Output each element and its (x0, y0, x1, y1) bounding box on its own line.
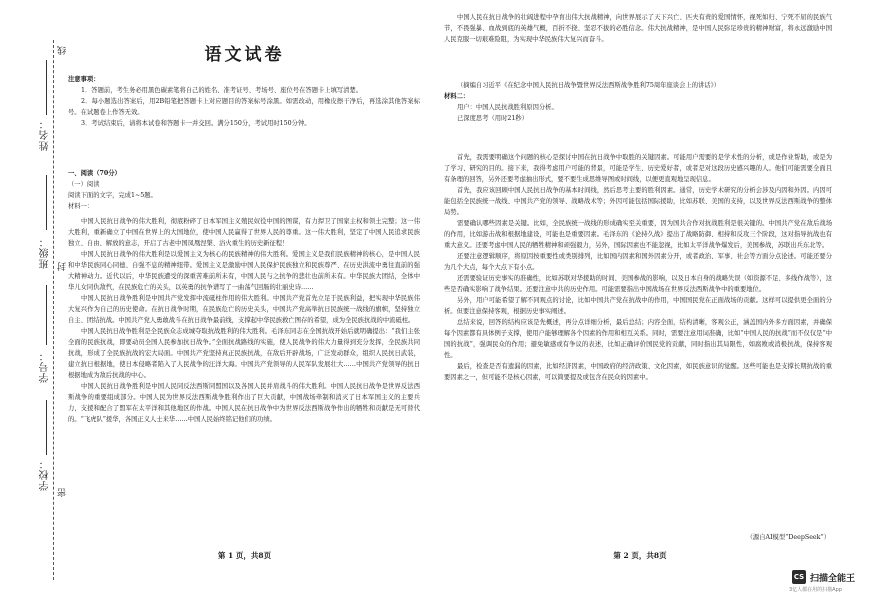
id-blank-line (46, 285, 47, 345)
seal-char-secret: 密 (58, 488, 68, 497)
class-label: 班级： (40, 236, 51, 269)
notes-heading: 注意事项： (68, 76, 100, 83)
paragraph: 最后，检查是否有遗漏的因素，比如经济因素，中国政府的经济政策、文化因素，如民族意识的觉醒。这些可能也是支撑长期抗战的重要因素之一，但可能不是核心因素，可以简要提及或包含在民众的因素中。 (444, 363, 832, 381)
camscanner-logo-icon: CS (792, 570, 806, 584)
sub-heading: （一）阅读 (68, 181, 100, 188)
paragraph: 中国人民抗日战争胜利是中国共产党发挥中流砥柱作用的伟大胜利。中国共产党首先立足于民族利益，把实现中华民族伟大复兴作为自己的历史使命。在抗日战争时期，在民族危亡的历史关头，中国共产党高举抗日民族统一战线的旗帜，坚持独立自主、团结抗战。中国共产党人勇敢战斗在抗日战争最前线，支撑起中华民族救亡图存的希望，成为全民族抗战的中流砥柱。 (68, 295, 420, 324)
page-1-footer: 第 1 页，共8页 (217, 551, 272, 560)
exam-page-1 (62, 0, 427, 614)
paragraph: 另外，用户可能希望了解不同观点的讨论，比如中国共产党在抗战中的作用，中国国民党在正面战场的贡献。这样可以提供更全面的分析。但要注意保持客观，根据历史事实阐述。 (444, 297, 832, 315)
source-citation: （摘编自习近平《在纪念中国人民抗日战争暨世界反法西斯战争胜利75周年座谈会上的讲话》） (457, 82, 721, 89)
exam-title: 语文试卷 (204, 45, 285, 65)
seal-char-line: 线 (58, 46, 68, 55)
material-1-body (68, 216, 420, 544)
material-2-label: 材料二： (444, 93, 470, 100)
exam-page-2 (440, 0, 840, 614)
deepseek-thinking-line: 已深度思考（用时21秒） (457, 115, 528, 122)
paragraph: 还要注意逻辑顺序，将原因按重要性或类别排列，比如国内因素和国外因素分开，或者政治、军事、社会等方面分点论述。可能还要分为几个大点，每个大点下有小点。 (444, 253, 832, 271)
note-item-2: 2．每小题选出答案后，用2B铅笔把答题卡上对应题目的答案标号涂黑。如需改动，用橡皮擦干净后，再选涂其他答案标号。在试题卷上作答无效。 (68, 98, 420, 116)
user-query: 用户：中国人民抗战胜利原因分析。 (457, 104, 558, 111)
section-header-block (68, 168, 420, 212)
paragraph: 首先，我需要明确这个问题的核心是探讨中国在抗日战争中取胜的关键因素。可能用户需要的是学术性的分析，或是作业帮助，或是为了学习、研究的目的。接下来，我得考虑用户可能的背景，可能是学生、历史爱好者，或者是对这段历史感兴趣的人。他们可能需要全面且有条理的回答，另外还要考虑抽出形式，要不要生成思维导图或时间线，以便更直观地呈现信息。 (444, 154, 832, 183)
instruction-text: 阅读下面的文字，完成1~5题。 (68, 192, 157, 199)
seal-char-seal: 封 (58, 262, 68, 271)
section-heading: 一、阅读（70分） (68, 170, 121, 177)
page-2-footer: 第 2 页，共8页 (613, 551, 667, 560)
binding-margin (0, 0, 68, 614)
paragraph: 需要确认哪些因素是关键。比如，全民族统一战线的形成确实至关重要，因为国共合作对抗战胜利是很关键的。中国共产党在敌后战场的作用，比如游击战和根据地建设，可能也是重要因素。毛泽东的《论持久战》提出了战略防御、相持和反攻三个阶段，这对指导抗战也有重大意义。还要考虑中国人民的牺牲精神和顽强毅力，另外，国际因素也不能忽视，比如太平洋战争爆发后，美国参战，苏联出兵东北等。 (444, 220, 832, 249)
watermark-app-name: 扫描全能王 (810, 573, 856, 584)
school-blank-line (46, 400, 47, 455)
class-blank-line (46, 175, 47, 230)
paragraph: 中国人民抗日战争胜利是全民族众志成城夺取抗战胜利的伟大胜利。毛泽东同志在全国抗战开始后就明确提出：“我们主张全面的民族抗战，即要动员全国人民参加抗日战争。”全面抗战路线的实施，使人民战争的伟大力量得到充分发挥，全民族共同抗战，形成了全民族抗战的宏大局面。中国共产党坚持真正民族抗战，在敌后开辟战场，广泛发动群众，组织人民抗日武装，建立抗日根据地，使日本侵略者陷入了人民战争的汪洋大海。中国共产党领导的人民军队发展壮大……中国共产党领导的抗日根据地成为敌后抗战的中心。 (68, 328, 420, 379)
watermark-subtext: 3亿人都在用的扫描App (789, 587, 842, 593)
note-item-3: 3．考试结束后，请将本试卷和答题卡一并交回。满分150分，考试用时150分钟。 (81, 120, 311, 127)
material-1-label: 材料一： (68, 203, 94, 210)
scanner-watermark (792, 570, 855, 584)
paragraph: 总结来说，回答的结构应该是先概述，再分点详细分析，最后总结；内容全面，结构清晰，客观公正，涵盖国内外多方面因素，并确保每个因素都有具体例子支撑，使用户能够理解各个因素的作用和相互关系。同时，需要注意用词准确，比如“中国人民的抗战”而不仅仅是“中国的抗战”，强调民众的作用；避免敏感或有争议的表述，比如正确评价国民党的贡献，同时指出其局限性，如腐败或消极抗战，保持客观性。 (444, 319, 832, 359)
paragraph: 中国人民抗日战争胜利是中国人民同反法西斯同盟国以及各国人民并肩战斗的伟大胜利。中国人民抗日战争是世界反法西斯战争的重要组成部分。中国人民为世界反法西斯战争胜利作出了巨大贡献，中国战场牵制和消灭了日本军国主义的主要兵力，支援和配合了盟军在太平洋和其他地区的作战。中国人民在抗日战争中为世界反法西斯战争作出的牺牲和贡献是无可替代的。“飞虎队”援华，各国正义人士来华……中国人民始终铭记他们的功绩。 (68, 383, 420, 423)
student-id-label: 学号： (40, 350, 51, 383)
name-blank-line (46, 60, 47, 115)
notes-block (68, 74, 420, 142)
paragraph: 还需要验证历史事实的准确性，比如苏联对华援助的时间、美国参战的影响，以及日本自身的战略失误（如资源不足、多线作战等），这些是否确实影响了战争结果。还要注意中共的历史作用。可能需要指出中国战场在世界反法西斯战争中的重要地位。 (444, 275, 832, 293)
note-item-1: 1．答题前，考生务必用黑色碳素笔将自己的姓名、准考证号、考场号、座位号在答题卡上填写清楚。 (81, 87, 363, 94)
material-2-body (444, 152, 832, 530)
binding-dashed-line (53, 40, 54, 580)
material-1-continued (444, 12, 832, 78)
name-label: 姓名： (40, 118, 51, 151)
paragraph: 首先，我应该回顾中国人民抗日战争的基本时间线，然后思考主要的胜利因素。通常，历史学术研究的分析会涉及内因和外因。内因可能包括全民族统一战线、中国共产党的领导、战略战术等；外因可能包括国际援助，比如苏联、美国的支持，以及世界反法西斯战争的整体局势。 (444, 187, 832, 216)
material-2-header (444, 80, 832, 150)
paragraph: 中国人民在抗日战争的壮阔进程中孕育出伟大抗战精神，向世界展示了天下兴亡、匹夫有责的爱国情怀，视死如归、宁死不屈的民族气节，不畏强暴、血战到底的英雄气概，百折不挠、坚忍不拔的必胜信念。伟大抗战精神，是中国人民弥足珍贵的精神财富，将永远激励中国人民克服一切艰难险阻，为实现中华民族伟大复兴而奋斗。 (444, 14, 832, 43)
school-label: 学校： (40, 458, 51, 491)
paragraph: 中国人民抗日战争的伟大胜利，彻底粉碎了日本军国主义殖民奴役中国的图谋，有力捍卫了国家主权和领土完整；这一伟大胜利，重新确立了中国在世界上的大国地位，使中国人民赢得了世界人民的尊重。这一伟大胜利，坚定了中国人民追求民族独立、自由、解放的意志，开启了古老中国凤凰涅槃、浴火重生的历史新征程！ (68, 218, 420, 247)
paragraph: 中国人民抗日战争的伟大胜利是以爱国主义为核心的民族精神的伟大胜利。爱国主义是我们民族精神的核心，是中国人民和中华民族同心同德、自强不息的精神纽带。爱国主义是激励中国人民保护民族独立和民族尊严、在历史洪流中勇往直前的强大精神动力。近代以后，中华民族遭受的深重苦难前所未有，中国人民与之抗争的悲壮也前所未有。中华民族大团结，全体中华儿女同仇敌忾，在民族危亡的关头，以英勇的抗争谱写了一曲荡气回肠的壮丽史诗…… (68, 251, 420, 291)
deepseek-source: （源自AI模型“DeepSeek”） (746, 534, 830, 541)
